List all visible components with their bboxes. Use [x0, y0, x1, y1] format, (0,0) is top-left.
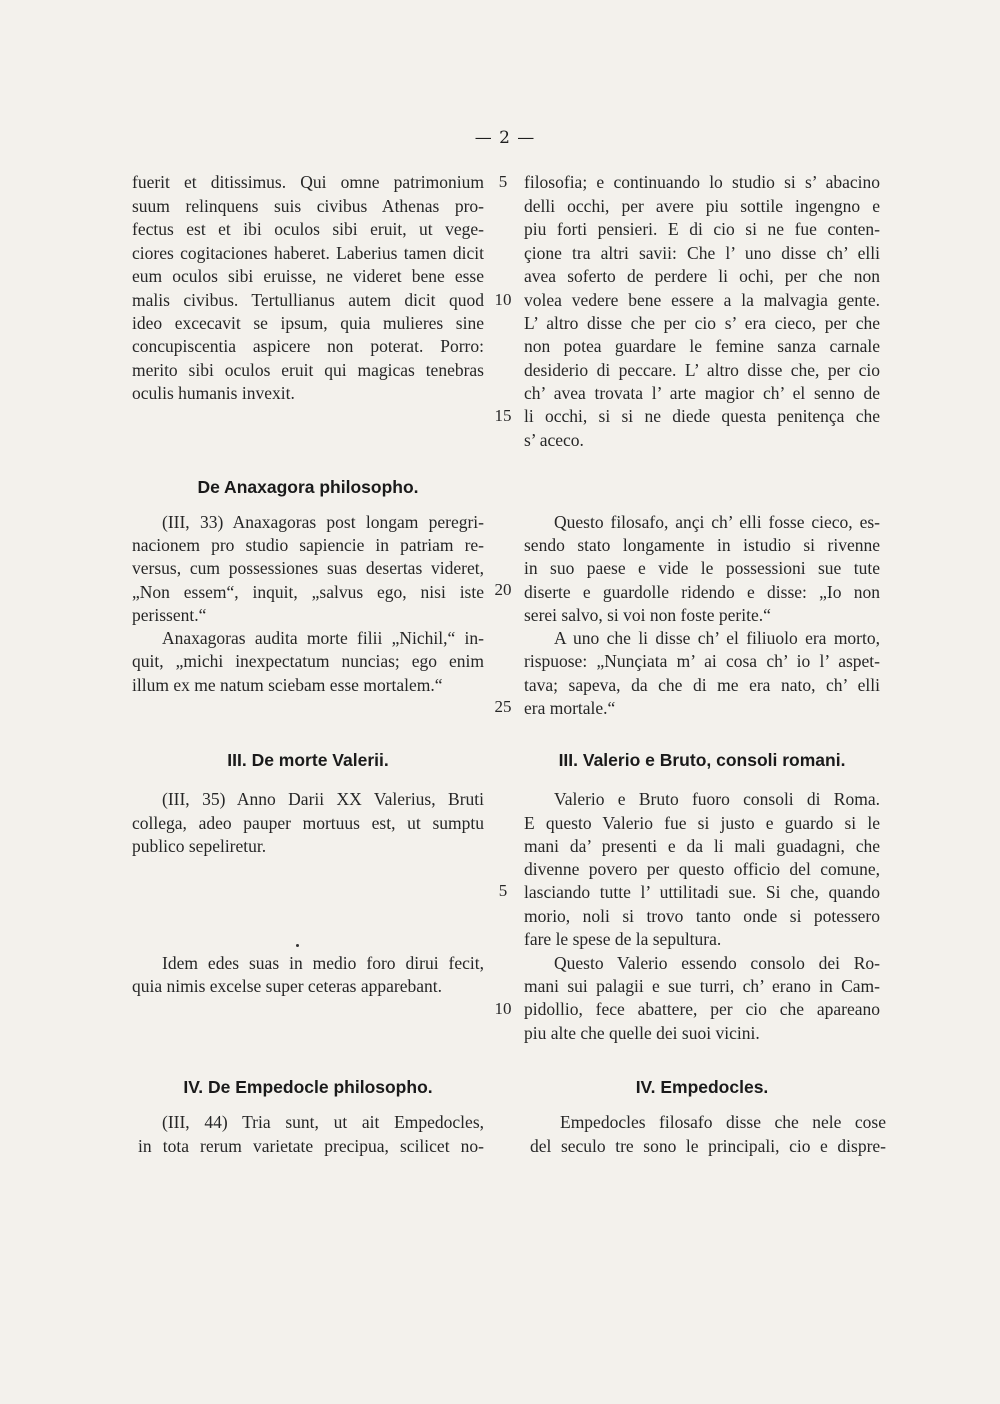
italian-line: divenne povero per questo officio del comune, [524, 859, 880, 879]
italian-line: piu forti pensieri. E di cio si ne fue conten- [524, 219, 880, 239]
line-number: 25 [494, 697, 512, 716]
latin-line: concupiscentia aspicere non poterat. Porro: [132, 336, 484, 356]
italian-line: lasciando tutte l’ uttilitadi sue. Si che, quando [524, 882, 880, 902]
italian-line: del seculo tre sono le principali, cio e dispre- [530, 1136, 886, 1156]
page-number: — 2 — [474, 128, 536, 148]
latin-line: malis civibus. Tertullianus autem dicit quod [132, 290, 484, 310]
latin-line: nacionem pro studio sapiencie in patriam re- [132, 535, 484, 555]
ink-dot [296, 944, 299, 947]
latin-line: versus, cum possessiones suas desertas videret, [132, 558, 484, 578]
latin-line: eum oculos sibi eruisse, ne videret bene esse [132, 266, 484, 286]
italian-line: çione tra altri savii: Che l’ uno disse ch’ elli [524, 243, 880, 263]
line-number: 10 [494, 290, 512, 309]
italian-line: mani da’ presenti e da li mali guadagni, che [524, 836, 880, 856]
latin-line: publico sepeliretur. [132, 836, 267, 856]
latin-line: quit, „michi inexpectatum nuncias; ego enim [132, 651, 484, 671]
italian-line: serei salvo, si voi non foste perite.“ [524, 605, 771, 625]
latin-line: Idem edes suas in medio foro dirui fecit, [162, 953, 484, 973]
italian-line: E questo Valerio fue si justo e guardo si le [524, 813, 880, 833]
latin-line: perissent.“ [132, 605, 207, 625]
latin-line: collega, adeo pauper mortuus est, ut sumptu [132, 813, 484, 833]
latin-line: quia nimis excelse super ceteras apparebant. [132, 976, 443, 996]
italian-line: avea soferto de perdere li ochi, per che non [524, 266, 880, 286]
italian-line: li occhi, si si ne diede questa penitença che [524, 406, 880, 426]
italian-line: filosofia; e continuando lo studio si s’ abacino [524, 172, 880, 192]
latin-line: in tota rerum varietate precipua, scilicet no- [138, 1136, 484, 1156]
line-number: 15 [494, 406, 512, 425]
italian-line: s’ aceco. [524, 430, 584, 450]
line-number: 5 [498, 881, 508, 900]
latin-line: oculis humanis invexit. [132, 383, 295, 403]
latin-line: (III, 35) Anno Darii XX Valerius, Bruti [162, 789, 484, 809]
line-number: 20 [494, 580, 512, 599]
latin-line: „Non essem“, inquit, „salvus ego, nisi iste [132, 582, 484, 602]
latin-line: (III, 33) Anaxagoras post longam peregri- [162, 512, 484, 532]
section-heading: IV. De Empedocle philosopho. [183, 1077, 433, 1097]
line-number: 5 [498, 172, 508, 191]
italian-line: ch’ avea trovata l’ arte magior ch’ el senno de [524, 383, 880, 403]
latin-line: ideo excecavit se ipsum, quia mulieres sine [132, 313, 484, 333]
latin-line: (III, 44) Tria sunt, ut ait Empedocles, [162, 1112, 484, 1132]
italian-line: L’ altro disse che per cio s’ era cieco, per che [524, 313, 880, 333]
latin-line: fectus est et ibi oculos sibi eruit, ut vege- [132, 219, 484, 239]
section-heading: III. Valerio e Bruto, consoli romani. [558, 750, 846, 770]
italian-line: Valerio e Bruto fuoro consoli di Roma. [554, 789, 880, 809]
italian-line: volea vedere bene essere a la malvagia gente. [524, 290, 880, 310]
italian-line: delli occhi, per avere piu sottile ingengno e [524, 196, 880, 216]
italian-line: Empedocles filosafo disse che nele cose [560, 1112, 886, 1132]
line-number: 10 [494, 999, 512, 1018]
italian-line: rispuose: „Nunçiata m’ ai cosa ch’ io l’ aspet- [524, 651, 880, 671]
italian-line: Questo filosafo, ançi ch’ elli fosse cieco, es- [554, 512, 880, 532]
latin-line: merito sibi oculos eruit qui magicas tenebras [132, 360, 484, 380]
italian-line: diserte e guardolle ridendo e disse: „Io non [524, 582, 880, 602]
italian-line: era mortale.“ [524, 698, 616, 718]
italian-line: morio, noli si trovo tanto onde si potessero [524, 906, 880, 926]
latin-line: fuerit et ditissimus. Qui omne patrimonium [132, 172, 484, 192]
latin-line: ciores cogitaciones haberet. Laberius tamen dicit [132, 243, 484, 263]
latin-line: illum ex me natum sciebam esse mortalem.“ [132, 675, 443, 695]
latin-line: Anaxagoras audita morte filii „Nichil,“ in- [162, 628, 484, 648]
latin-line: suum relinquens suis civibus Athenas pro- [132, 196, 484, 216]
italian-line: tava; sapeva, da che di me era nato, ch’ elli [524, 675, 880, 695]
section-heading: III. De morte Valerii. [227, 750, 389, 770]
italian-line: mani sui palagii e sue turri, ch’ erano in Cam- [524, 976, 880, 996]
italian-line: sendo stato longamente in istudio si rivenne [524, 535, 880, 555]
italian-line: fare le spese de la sepultura. [524, 929, 722, 949]
italian-line: desiderio di peccare. L’ altro disse che, per cio [524, 360, 880, 380]
italian-line: non potea guardare le femine sanza carnale [524, 336, 880, 356]
section-heading: De Anaxagora philosopho. [197, 477, 419, 497]
italian-line: piu alte che quelle dei suoi vicini. [524, 1023, 760, 1043]
italian-line: in suo paese e vide le possessioni sue tute [524, 558, 880, 578]
italian-line: Questo Valerio essendo consolo dei Ro- [554, 953, 880, 973]
italian-line: pidollio, fece abattere, per cio che apareano [524, 999, 880, 1019]
section-heading: IV. Empedocles. [635, 1077, 769, 1097]
italian-line: A uno che li disse ch’ el filiuolo era morto, [554, 628, 880, 648]
